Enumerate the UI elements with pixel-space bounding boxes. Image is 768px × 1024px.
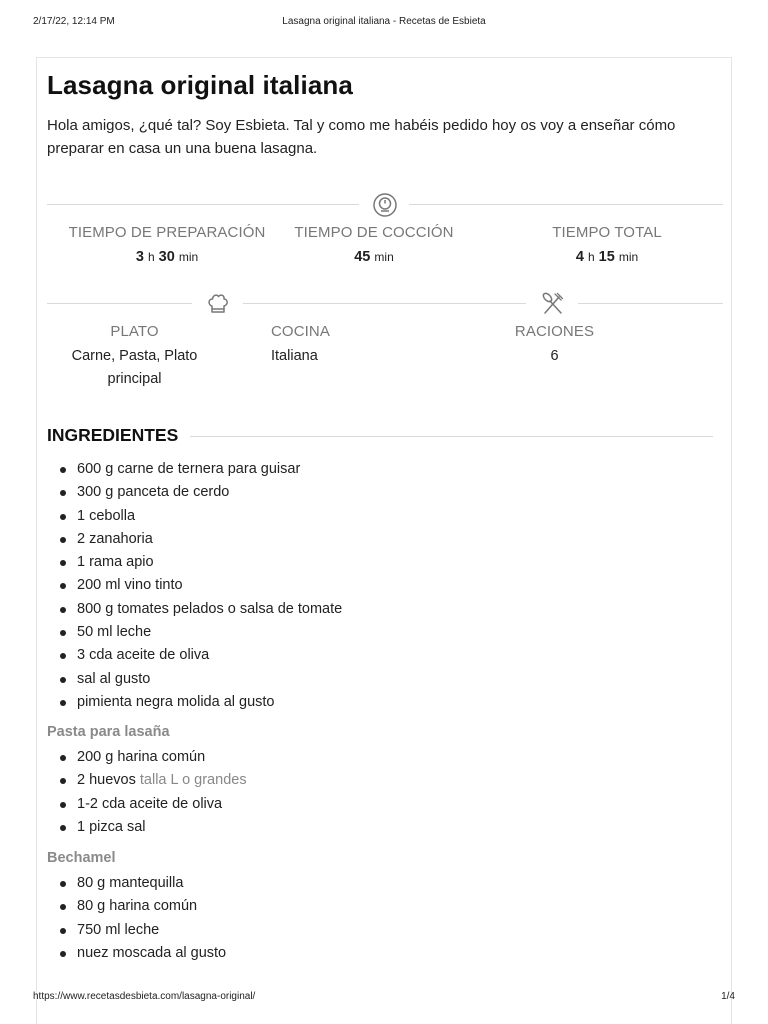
- list-item: [57, 644, 342, 667]
- ingredient-text: 1 pizca sal: [77, 818, 146, 835]
- timer-icon: [370, 190, 400, 220]
- utensils-icon: [538, 289, 568, 319]
- list-item: [57, 668, 342, 691]
- prep-time-value: [67, 246, 267, 269]
- ingredient-text: pimienta negra molida al gusto: [77, 693, 275, 710]
- list-item: [57, 895, 226, 918]
- list-item: [57, 942, 226, 965]
- plato-label: PLATO: [110, 323, 159, 340]
- ingredient-text: 1 cebolla: [77, 507, 136, 524]
- list-item: [57, 528, 342, 551]
- cocina-value: Italiana: [271, 348, 318, 364]
- ingredient-text: 50 ml leche: [77, 624, 152, 641]
- cook-time-value: [289, 246, 459, 269]
- list-item: [57, 872, 226, 895]
- list-item: [57, 919, 226, 942]
- ingredient-text: 1 rama apio: [77, 554, 154, 571]
- ingredient-text: 750 ml leche: [77, 921, 160, 938]
- total-time: [517, 224, 697, 269]
- prep-minutes-unit: min: [178, 250, 199, 264]
- chef-hat-icon: [203, 289, 233, 319]
- ingredients-pasta-list: [57, 746, 247, 839]
- ingredient-text: 200 ml vino tinto: [77, 577, 183, 594]
- ingredients-title: INGREDIENTES: [47, 425, 179, 445]
- bechamel-group-title: Bechamel: [47, 850, 116, 866]
- list-item: [57, 458, 342, 481]
- ingredient-text: 2 zanahoria: [77, 530, 153, 547]
- print-page-title: Lasagna original italiana - Recetas de Esbieta: [282, 16, 486, 27]
- cocina: [271, 323, 421, 368]
- raciones: [497, 323, 612, 368]
- ingredient-text: 200 g harina común: [77, 749, 206, 765]
- print-date: 2/17/22, 12:14 PM: [33, 16, 115, 27]
- ingredient-text: 80 g mantequilla: [77, 875, 184, 891]
- total-hours: 4: [575, 249, 584, 265]
- ingredient-text: nuez moscada al gusto: [77, 944, 227, 961]
- prep-hours-unit: h: [147, 250, 155, 264]
- ingredient-text: 300 g panceta de cerdo: [77, 484, 230, 501]
- pasta-group-title: Pasta para lasaña: [47, 724, 170, 740]
- list-item: [57, 691, 342, 714]
- list-item: [57, 816, 247, 839]
- cocina-label: COCINA: [271, 323, 330, 340]
- total-time-label: TIEMPO TOTAL: [552, 224, 662, 241]
- total-minutes-unit: min: [618, 250, 639, 264]
- prep-hours: 3: [135, 249, 144, 265]
- recipe-title: Lasagna original italiana: [47, 70, 353, 100]
- ingredients-main-list: [57, 458, 342, 714]
- list-item: [57, 769, 247, 792]
- ingredient-text: 600 g carne de ternera para guisar: [77, 461, 301, 477]
- cook-minutes-unit: min: [374, 250, 394, 264]
- recipe-card: [36, 57, 732, 1024]
- divider: [409, 204, 723, 205]
- plato: [57, 323, 212, 391]
- total-minutes: 15: [598, 249, 615, 265]
- plato-value: Carne, Pasta, Plato principal: [71, 348, 198, 387]
- ingredients-bechamel-list: [57, 872, 226, 965]
- print-url: https://www.recetasdesbieta.com/lasagna-original/: [33, 991, 256, 1002]
- ingredient-note: talla L o grandes: [139, 772, 247, 789]
- raciones-label: RACIONES: [514, 323, 595, 340]
- recipe-intro: Hola amigos, ¿qué tal? Soy Esbieta. Tal y como me habéis pedido hoy os voy a enseñar cómo preparar en casa un una buena lasagna.: [47, 117, 676, 157]
- total-hours-unit: h: [587, 250, 595, 264]
- cook-time: [289, 224, 459, 269]
- print-page-number: 1/4: [721, 991, 735, 1002]
- raciones-value: 6: [550, 348, 559, 364]
- ingredient-text: 2 huevos: [77, 772, 136, 789]
- list-item: [57, 598, 342, 621]
- prep-time-label: TIEMPO DE PREPARACIÓN: [68, 224, 266, 241]
- list-item: [57, 793, 247, 816]
- prep-time: [67, 224, 267, 269]
- list-item: [57, 746, 247, 769]
- divider: [190, 436, 713, 437]
- divider: [243, 303, 526, 304]
- ingredient-text: 800 g tomates pelados o salsa de tomate: [77, 600, 343, 617]
- cook-time-label: TIEMPO DE COCCIÓN: [294, 224, 454, 241]
- list-item: [57, 574, 342, 597]
- divider: [578, 303, 723, 304]
- total-time-value: [517, 246, 697, 269]
- list-item: [57, 621, 342, 644]
- ingredient-text: 3 cda aceite de oliva: [77, 647, 210, 664]
- list-item: [57, 551, 342, 574]
- ingredient-text: 80 g harina común: [77, 898, 198, 915]
- ingredient-text: 1-2 cda aceite de oliva: [77, 795, 223, 812]
- divider: [47, 303, 192, 304]
- cook-minutes: 45: [354, 249, 371, 265]
- divider: [47, 204, 359, 205]
- ingredient-text: sal al gusto: [77, 670, 151, 687]
- list-item: [57, 505, 342, 528]
- list-item: [57, 481, 342, 504]
- prep-minutes: 30: [158, 249, 175, 265]
